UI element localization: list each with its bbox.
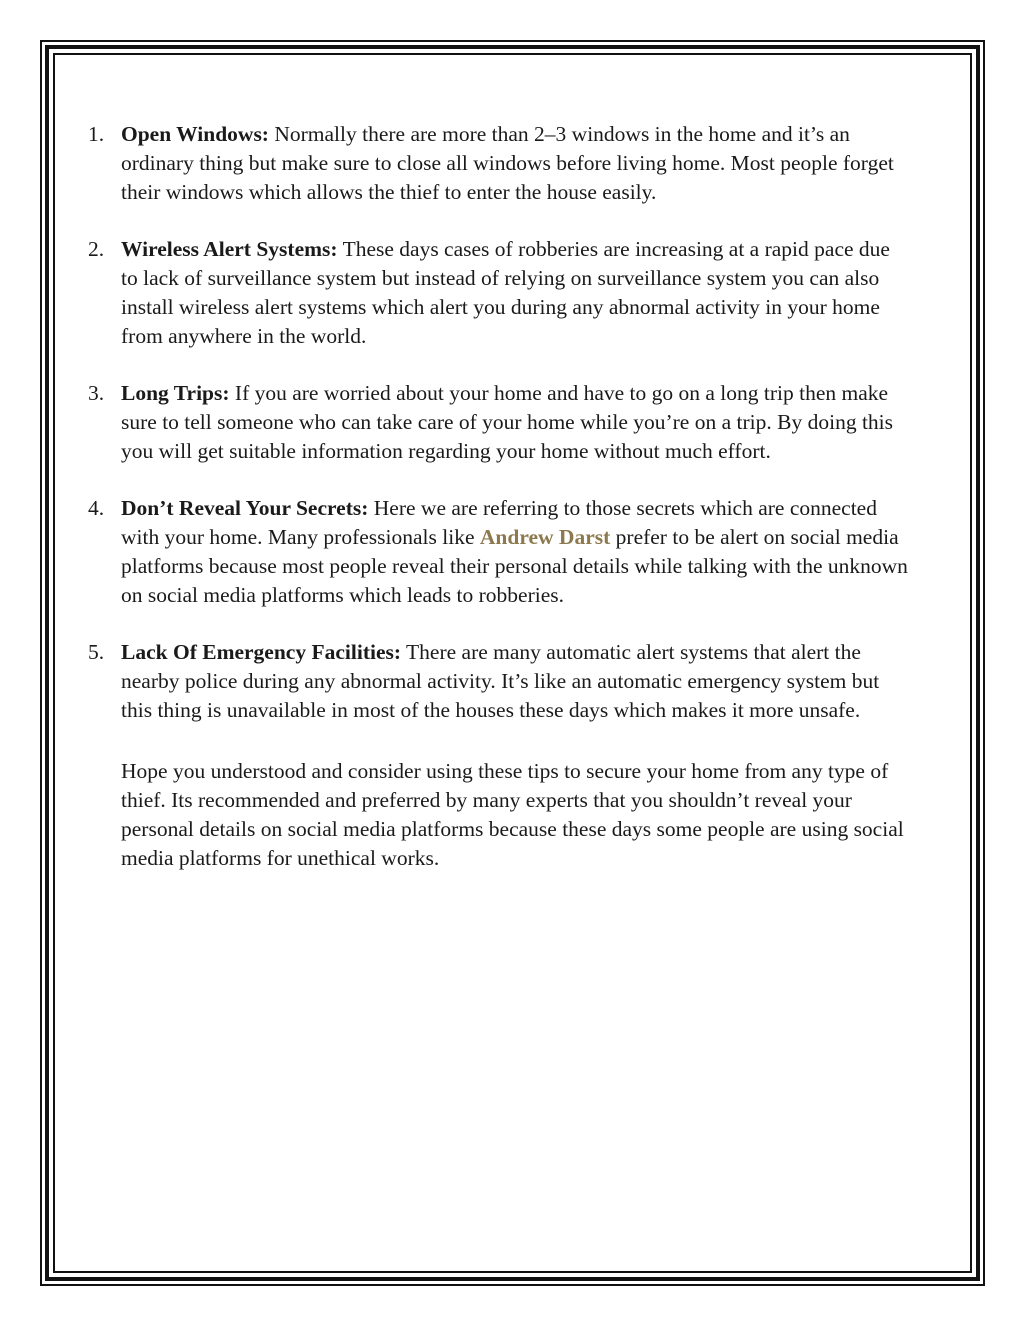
- list-item: [88, 235, 910, 351]
- tip-title: Wireless Alert Systems:: [121, 237, 338, 261]
- tip-text: If you are worried about your home and have to go on a long trip then make sure to tell someone who can take care of your home while you’re on a trip. By doing this you will get suitable information regarding your home without much effort.: [121, 381, 894, 463]
- list-item: [88, 494, 910, 610]
- list-item-number: 4.: [88, 496, 105, 520]
- tip-text-before-link: Here we are referring to those secrets which are connected with your home. Many professionals like: [121, 496, 877, 549]
- tip-text: Normally there are more than 2–3 windows in the home and it’s an ordinary thing but make sure to close all windows before living home. Most people forget their windows which allows the thief to enter the house easily.: [121, 122, 894, 204]
- andrew-darst-link[interactable]: Andrew Darst: [479, 525, 611, 549]
- document-body: [88, 120, 910, 873]
- list-item-number: 3.: [88, 381, 105, 405]
- list-item-body: [121, 120, 910, 207]
- list-item: [88, 638, 910, 725]
- list-item-body: [121, 494, 910, 610]
- closing-paragraph: Hope you understood and consider using these tips to secure your home from any type of thief. Its recommended and preferred by many experts that you shouldn’t reveal your personal details on social media platforms because these days some people are using social media platforms for unethical works.: [121, 759, 904, 870]
- list-item-body: [121, 235, 910, 351]
- list-item-number: 1.: [88, 122, 105, 146]
- list-item-body: [121, 638, 910, 725]
- list-item-body: [121, 379, 910, 466]
- tip-text-after-link: prefer to be alert on social media platforms because most people reveal their personal details while talking with the unknown on social media platforms which leads to robberies.: [121, 525, 908, 607]
- tip-text: There are many automatic alert systems that alert the nearby police during any abnormal activity. It’s like an automatic emergency system but this thing is unavailable in most of the houses these days which makes it more unsafe.: [121, 640, 880, 722]
- tip-title: Open Windows:: [121, 122, 269, 146]
- list-item: [88, 379, 910, 466]
- tip-title: Long Trips:: [121, 381, 230, 405]
- tip-text: These days cases of robberies are increasing at a rapid pace due to lack of surveillance system but instead of relying on surveillance system you can also install wireless alert systems which alert you during any abnormal activity in your home from anywhere in the world.: [121, 237, 890, 348]
- list-item-number: 5.: [88, 640, 105, 664]
- list-item: [88, 120, 910, 207]
- tip-title: Don’t Reveal Your Secrets:: [121, 496, 369, 520]
- tip-title: Lack Of Emergency Facilities:: [121, 640, 402, 664]
- list-item-number: 2.: [88, 237, 105, 261]
